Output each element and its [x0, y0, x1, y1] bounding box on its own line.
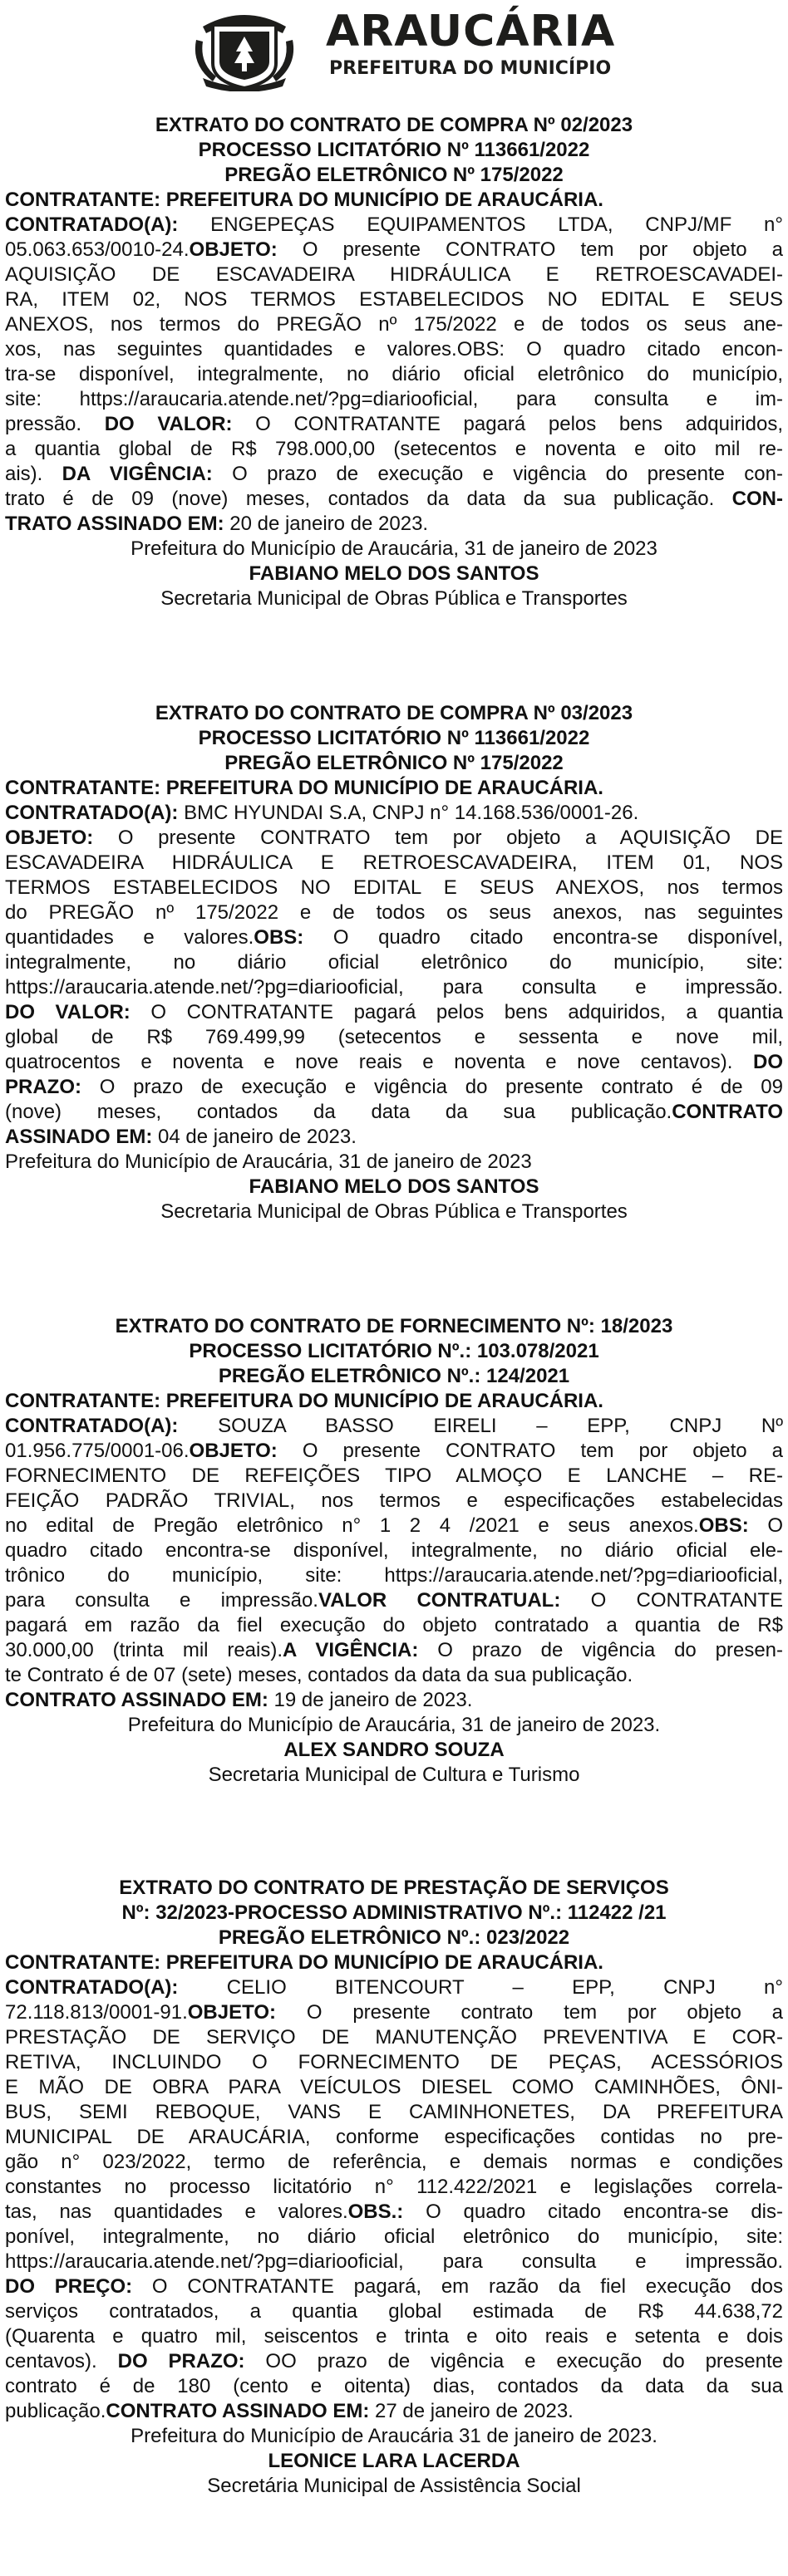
bold-text: EXTRATO DO CONTRATO DE COMPRA Nº 02/2023: [155, 114, 633, 136]
bold-text: FABIANO MELO DOS SANTOS: [249, 1175, 539, 1198]
bold-text: CONTRATANTE: PREFEITURA DO MUNICÍPIO DE ARAUCÁRIA.: [5, 1390, 603, 1412]
bold-text: PREGÃO ELETRÔNICO Nº.: 124/2021: [218, 1365, 570, 1387]
extract-line: [0, 1050, 788, 1075]
extract-line: [0, 1613, 788, 1638]
bold-text: Nº: 32/2023-PROCESSO ADMINISTRATIVO Nº.: 112422 /21: [121, 1901, 667, 1924]
text: BMC HYUNDAI S.A, CNPJ n° 14.168.536/0001-26.: [178, 802, 639, 824]
extract-line: [0, 1100, 788, 1125]
text: O presente CONTRATO tem por objeto a: [277, 238, 783, 261]
extract-line: [0, 1025, 788, 1050]
text: SOUZA BASSO EIRELI – EPP, CNPJ Nº: [178, 1415, 783, 1437]
text: no edital de Pregão eletrônico n° 1 2 4 /2021 e seus anexos.: [5, 1514, 699, 1537]
extract-line: [0, 437, 788, 462]
text: 05.063.653/0010-24.: [5, 238, 190, 261]
extract-line: [0, 900, 788, 925]
bold-text: DO PRAZO:: [117, 2350, 245, 2372]
extract-line: [0, 1439, 788, 1464]
text: tra-se disponível, integralmente, no diário oficial eletrônico do município,: [5, 363, 783, 385]
text: Prefeitura do Município de Araucária, 31 de janeiro de 2023.: [127, 1714, 661, 1736]
extract-line: [0, 512, 788, 537]
extract-line: [0, 1414, 788, 1439]
text: global de R$ 769.499,99 (setecentos e sessenta e nove mil,: [5, 1026, 783, 1048]
extract-line: [0, 1125, 788, 1150]
text: https://araucaria.atende.net/?pg=diariooficial, para consulta e impressão.: [5, 2250, 783, 2273]
bold-text: DA VIGÊNCIA:: [62, 463, 213, 485]
text: https://araucaria.atende.net/?pg=diariooficial, para consulta e impressão.: [5, 976, 783, 999]
text: BUS, SEMI REBOQUE, VANS E CAMINHONETES, DA PREFEITURA: [5, 2101, 783, 2123]
extract-line: [0, 2324, 788, 2349]
bold-text: CONTRATANTE: PREFEITURA DO MUNICÍPIO DE ARAUCÁRIA.: [5, 777, 603, 799]
extract-line: [0, 312, 788, 337]
text: O: [748, 1514, 783, 1537]
extract-line: [0, 537, 788, 562]
extract-line: [0, 776, 788, 801]
extract-line: [0, 975, 788, 1000]
extract-contract-32-2023: [0, 1876, 788, 2499]
extract-line: [0, 213, 788, 238]
extract-line: [0, 826, 788, 851]
header: [0, 0, 788, 104]
bold-text: PREGÃO ELETRÔNICO Nº 175/2022: [224, 164, 564, 186]
bold-text: ALEX SANDRO SOUZA: [283, 1739, 505, 1761]
bold-text: OBJETO:: [189, 238, 278, 261]
extract-line: [0, 2274, 788, 2299]
text: RETIVA, INCLUINDO O FORNECIMENTO DE PEÇAS, ACESSÓRIOS: [5, 2051, 783, 2073]
extract-line: [0, 925, 788, 950]
extract-line: [0, 751, 788, 776]
extract-line: [0, 387, 788, 412]
extract-line: [0, 2150, 788, 2175]
text: RA, ITEM 02, NOS TERMOS ESTABELECIDOS NO EDITAL E SEUS: [5, 288, 783, 311]
bold-text: OBS:: [698, 1514, 749, 1537]
extract-line: [0, 1075, 788, 1100]
extract-line: [0, 2250, 788, 2274]
extract-contract-03-2023: [0, 701, 788, 1224]
text: 30.000,00 (trinta mil reais).: [5, 1639, 283, 1661]
extract-line: [0, 2175, 788, 2200]
extract-line: [0, 2349, 788, 2374]
bold-text: FABIANO MELO DOS SANTOS: [249, 562, 539, 585]
text: quantidades e valores.: [5, 926, 254, 949]
bold-text: CONTRATANTE: PREFEITURA DO MUNICÍPIO DE ARAUCÁRIA.: [5, 1951, 603, 1974]
text: O prazo de execução e vigência do presente contrato é de 09: [81, 1076, 783, 1098]
extract-line: [0, 1464, 788, 1489]
bold-text: ASSINADO EM:: [5, 1126, 153, 1148]
extract-line: [0, 1150, 788, 1175]
extract-line: [0, 1663, 788, 1688]
bold-text: PROCESSO LICITATÓRIO Nº 113661/2022: [198, 139, 590, 161]
text: (nove) meses, contados da data da sua publicação.: [5, 1101, 672, 1123]
text: MUNICIPAL DE ARAUCÁRIA, conforme especificações contidas no pre-: [5, 2126, 783, 2148]
extract-line: [0, 1901, 788, 1926]
bold-text: A VIGÊNCIA:: [283, 1639, 419, 1661]
text: ais).: [5, 463, 62, 485]
text: ANEXOS, nos termos do PREGÃO nº 175/2022 e de todos os seus ane-: [5, 313, 783, 336]
text: para consulta e impressão.: [5, 1589, 318, 1612]
extract-line: [0, 337, 788, 362]
extract-line: [0, 1713, 788, 1738]
extract-line: [0, 287, 788, 312]
extract-line: [0, 2025, 788, 2050]
text: 20 de janeiro de 2023.: [224, 513, 429, 535]
bold-text: CONTRATANTE: PREFEITURA DO MUNICÍPIO DE ARAUCÁRIA.: [5, 189, 603, 211]
text: trato é de 09 (nove) meses, contados da data da sua publicação.: [5, 488, 732, 510]
text: Secretaria Municipal de Obras Pública e Transportes: [160, 587, 628, 610]
extract-line: [0, 1876, 788, 1901]
bold-text: EXTRATO DO CONTRATO DE FORNECIMENTO Nº: 18/2023: [115, 1315, 673, 1337]
bold-text: OBS.:: [347, 2201, 404, 2223]
logo-name: ARAUCÁRIA: [326, 7, 616, 56]
text: O CONTRATANTE pagará, em razão da fiel execução dos: [132, 2275, 783, 2298]
extract-line: [0, 462, 788, 487]
text: O presente contrato tem por objeto a: [276, 2001, 783, 2024]
extract-line: [0, 2374, 788, 2399]
text: CELIO BITENCOURT – EPP, CNPJ n°: [178, 1976, 783, 1999]
extract-line: [0, 2200, 788, 2225]
extract-contract-02-2023: [0, 113, 788, 611]
extract-line: [0, 1514, 788, 1538]
text: Prefeitura do Município de Araucária 31 de janeiro de 2023.: [131, 2425, 657, 2447]
text: integralmente, no diário oficial eletrônico do município, site:: [5, 951, 783, 974]
text: ENGEPEÇAS EQUIPAMENTOS LTDA, CNPJ/MF n°: [178, 213, 783, 236]
bold-text: CONTRATO: [672, 1101, 783, 1123]
text: O prazo de vigência do presen-: [418, 1639, 783, 1661]
bold-text: EXTRATO DO CONTRATO DE COMPRA Nº 03/2023: [155, 702, 633, 724]
text: E MÃO DE OBRA PARA VEÍCULOS DIESEL COMO CAMINHÕES, ÔNI-: [5, 2076, 783, 2098]
extract-line: [0, 876, 788, 900]
text: te Contrato é de 07 (sete) meses, contados da data da sua publicação.: [5, 1664, 633, 1686]
bold-text: OBJETO:: [189, 1440, 278, 1462]
text: Prefeitura do Município de Araucária, 31 de janeiro de 2023: [5, 1151, 532, 1173]
text: Secretária Municipal de Assistência Social: [207, 2475, 581, 2497]
extract-line: [0, 1489, 788, 1514]
text: (Quarenta e quatro mil, seiscentos e trinta e oito reais e setenta e dois: [5, 2325, 783, 2348]
text: TERMOS ESTABELECIDOS NO EDITAL E SEUS ANEXOS, nos termos: [5, 876, 783, 899]
text: 01.956.775/0001-06.: [5, 1440, 190, 1462]
extract-line: [0, 263, 788, 287]
extract-line: [0, 950, 788, 975]
extract-line: [0, 562, 788, 586]
bold-text: CONTRATO ASSINADO EM:: [5, 1689, 268, 1711]
text: OO prazo de vigência e execução do presente: [244, 2350, 783, 2372]
extract-line: [0, 238, 788, 263]
text: 72.118.813/0001-91.: [5, 2001, 188, 2024]
bold-text: CONTRATADO(A):: [5, 1415, 179, 1437]
bold-text: DO PREÇO:: [5, 2275, 133, 2298]
extract-line: [0, 851, 788, 876]
bold-text: OBJETO:: [187, 2001, 276, 2024]
text: ponível, integralmente, no diário oficial eletrônico do município, site:: [5, 2225, 783, 2248]
extract-line: [0, 801, 788, 826]
text: xos, nas seguintes quantidades e valores.OBS: O quadro citado encon-: [5, 338, 783, 361]
text: O quadro citado encontra-se disponível,: [303, 926, 783, 949]
text: centavos).: [5, 2350, 118, 2372]
bold-text: VALOR CONTRATUAL:: [318, 1589, 561, 1612]
text: Prefeitura do Município de Araucária, 31 de janeiro de 2023: [131, 537, 657, 560]
extract-line: [0, 362, 788, 387]
extract-line: [0, 1389, 788, 1414]
extract-line: [0, 2399, 788, 2424]
extract-line: [0, 138, 788, 163]
extract-line: [0, 701, 788, 726]
text: quadro citado encontra-se disponível, integralmente, no diário oficial ele-: [5, 1539, 783, 1562]
extract-line: [0, 1738, 788, 1763]
bold-text: LEONICE LARA LACERDA: [268, 2450, 520, 2472]
extract-contract-18-2023: [0, 1314, 788, 1788]
text: quatrocentos e noventa e nove reais e noventa e nove centavos).: [5, 1051, 753, 1073]
extract-line: [0, 2075, 788, 2100]
extract-line: [0, 1638, 788, 1663]
bold-text: DO VALOR:: [104, 413, 233, 435]
extract-line: [0, 2225, 788, 2250]
text: 19 de janeiro de 2023.: [268, 1689, 473, 1711]
bold-text: DO: [753, 1051, 783, 1073]
text: 27 de janeiro de 2023.: [369, 2400, 574, 2422]
text: O presente CONTRATO tem por objeto a AQUISIÇÃO DE: [93, 827, 783, 849]
extract-line: [0, 1175, 788, 1200]
extract-line: [0, 1588, 788, 1613]
text: tas, nas quantidades e valores.: [5, 2201, 348, 2223]
bold-text: PROCESSO LICITATÓRIO Nº 113661/2022: [198, 727, 590, 749]
text: contrato é de 180 (cento e oitenta) dias, contados da data da sua: [5, 2375, 783, 2397]
text: O prazo de execução e vigência do presente con-: [212, 463, 783, 485]
bold-text: OBJETO:: [5, 827, 94, 849]
extract-line: [0, 1975, 788, 2000]
text: 04 de janeiro de 2023.: [152, 1126, 357, 1148]
bold-text: PROCESSO LICITATÓRIO Nº.: 103.078/2021: [189, 1340, 599, 1362]
extract-line: [0, 2424, 788, 2449]
extract-line: [0, 1563, 788, 1588]
text: site: https://araucaria.atende.net/?pg=diariooficial, para consulta e im-: [5, 388, 783, 410]
text: O quadro citado encontra-se dis-: [403, 2201, 783, 2223]
extract-line: [0, 487, 788, 512]
extract-line: [0, 1339, 788, 1364]
text: do PREGÃO nº 175/2022 e de todos os seus anexos, nas seguintes: [5, 901, 783, 924]
extract-line: [0, 2125, 788, 2150]
bold-text: PRAZO:: [5, 1076, 81, 1098]
coat-of-arms-icon: [191, 8, 298, 91]
extract-line: [0, 1000, 788, 1025]
text: O CONTRATANTE pagará pelos bens adquiridos,: [232, 413, 783, 435]
extract-line: [0, 1950, 788, 1975]
extract-line: [0, 1926, 788, 1950]
bold-text: CONTRATO ASSINADO EM:: [106, 2400, 370, 2422]
bold-text: CON-: [731, 488, 783, 510]
extract-line: [0, 1314, 788, 1339]
text: a quantia global de R$ 798.000,00 (setecentos e noventa e oito mil re-: [5, 438, 783, 460]
extract-line: [0, 113, 788, 138]
text: Secretaria Municipal de Obras Pública e Transportes: [160, 1200, 628, 1223]
extract-line: [0, 726, 788, 751]
extract-line: [0, 1364, 788, 1389]
text: O presente CONTRATO tem por objeto a: [277, 1440, 783, 1462]
extract-line: [0, 1200, 788, 1224]
extract-line: [0, 188, 788, 213]
bold-text: CONTRATADO(A):: [5, 213, 179, 236]
text: O CONTRATANTE pagará pelos bens adquiridos, a quantia: [130, 1001, 783, 1023]
extract-line: [0, 586, 788, 611]
text: O CONTRATANTE: [560, 1589, 783, 1612]
bold-text: DO VALOR:: [5, 1001, 131, 1023]
bold-text: OBS:: [254, 926, 304, 949]
bold-text: CONTRATADO(A):: [5, 802, 179, 824]
bold-text: EXTRATO DO CONTRATO DE PRESTAÇÃO DE SERVIÇOS: [119, 1877, 669, 1899]
text: Secretaria Municipal de Cultura e Turismo: [208, 1764, 580, 1786]
extract-line: [0, 1538, 788, 1563]
text: trônico do município, site: https://araucaria.atende.net/?pg=diariooficial,: [5, 1564, 783, 1587]
extract-line: [0, 2000, 788, 2025]
extract-line: [0, 2299, 788, 2324]
extract-line: [0, 1688, 788, 1713]
logo-subtitle: PREFEITURA DO MUNICÍPIO: [329, 58, 612, 79]
text: serviços contratados, a quantia global estimada de R$ 44.638,72: [5, 2300, 783, 2323]
text: publicação.: [5, 2400, 106, 2422]
extract-line: [0, 2474, 788, 2499]
bold-text: TRATO ASSINADO EM:: [5, 513, 224, 535]
extract-line: [0, 163, 788, 188]
extract-line: [0, 2100, 788, 2125]
text: FORNECIMENTO DE REFEIÇÕES TIPO ALMOÇO E LANCHE – RE-: [5, 1465, 783, 1487]
extract-line: [0, 2449, 788, 2474]
bold-text: PREGÃO ELETRÔNICO Nº 175/2022: [224, 752, 564, 774]
text: ESCAVADEIRA HIDRÁULICA E RETROESCAVADEIRA, ITEM 01, NOS: [5, 851, 783, 874]
text: gão n° 023/2022, termo de referência, e demais normas e condições: [5, 2151, 783, 2173]
text: constantes no processo licitatório n° 112.422/2021 e legislações correla-: [5, 2176, 783, 2198]
bold-text: PREGÃO ELETRÔNICO Nº.: 023/2022: [218, 1926, 570, 1949]
extract-line: [0, 412, 788, 437]
extract-line: [0, 1763, 788, 1788]
text: AQUISIÇÃO DE ESCAVADEIRA HIDRÁULICA E RETROESCAVADEI-: [5, 263, 783, 286]
text: pressão.: [5, 413, 105, 435]
bold-text: CONTRATADO(A):: [5, 1976, 179, 1999]
text: FEIÇÃO PADRÃO TRIVIAL, nos termos e especificações estabelecidas: [5, 1489, 783, 1512]
extract-line: [0, 2050, 788, 2075]
text: pagará em razão da fiel execução do objeto contratado a quantia de R$: [5, 1614, 783, 1636]
text: PRESTAÇÃO DE SERVIÇO DE MANUTENÇÃO PREVENTIVA E COR-: [5, 2026, 783, 2049]
